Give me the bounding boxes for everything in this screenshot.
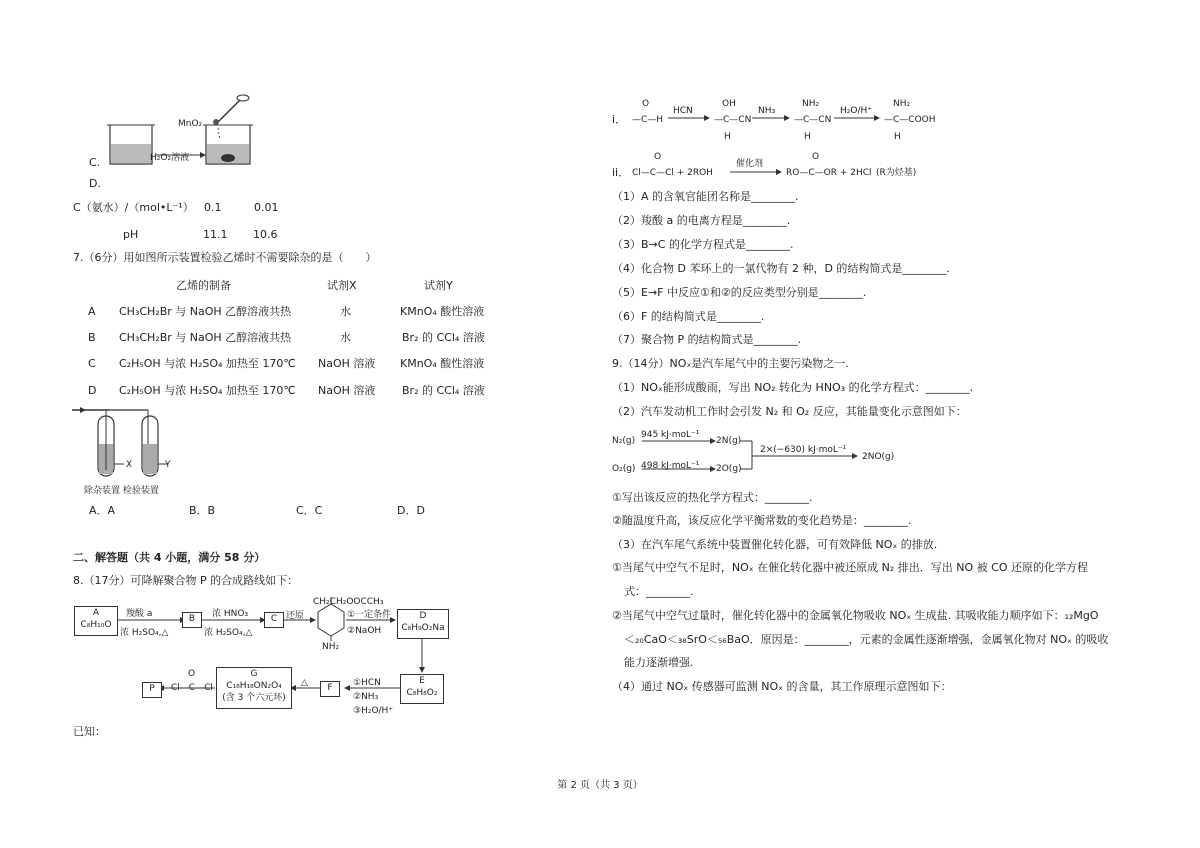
option-c-label: C. xyxy=(89,156,101,169)
table-row-b-prep: CH₃CH₂Br 与 NaOH 乙醇溶液共热 xyxy=(119,331,292,344)
question-9: 9.（14分）NOₓ是汽车尾气中的主要污染物之一. xyxy=(612,357,849,370)
section-2-heading: 二、解答题（共 4 小题，满分 58 分） xyxy=(73,551,266,564)
q7-option-c[interactable]: C．C xyxy=(296,504,323,517)
reagent-b-line-2: 浓 H₂SO₄,△ xyxy=(204,628,253,638)
compound-f-label: F xyxy=(327,683,333,693)
table-row-a-prep: CH₃CH₂Br 与 NaOH 乙醇溶液共热 xyxy=(119,305,292,318)
known-ii-catalyst: 催化剂 xyxy=(736,159,764,169)
f-condition-3: ③H₂O/H⁺ xyxy=(353,706,394,716)
compound-g-formula: C₁₈H₁₈ON₂O₄ xyxy=(226,681,282,691)
compound-c-label: C xyxy=(270,614,278,624)
phosgene-oxygen: O xyxy=(188,669,196,679)
reagent-a-line-2: 浓 H₂SO₄,△ xyxy=(120,628,169,638)
energy-2o: 2O(g) xyxy=(716,464,742,474)
known-ii-oxygen-right: O xyxy=(812,152,820,162)
condition-1: ①一定条件 xyxy=(347,610,392,620)
q9-part-3a-line-1: ①当尾气中空气不足时，NOₓ 在催化转化器中被还原成 N₂ 排出．写出 NO 被 CO 还原的化学方程 xyxy=(612,561,1088,574)
known-ii-label: ii． xyxy=(612,166,630,179)
compound-a-formula: C₈H₁₀O xyxy=(80,620,112,630)
known-i-nh2-b: NH₂ xyxy=(893,99,911,109)
known-i-nh3: NH₃ xyxy=(758,106,776,116)
known-i-h-3: H xyxy=(894,132,901,142)
compound-g-label: G xyxy=(250,669,258,679)
ph-row-label: pH xyxy=(123,228,139,241)
compound-d-formula: C₈H₉O₂Na xyxy=(401,623,445,633)
q7-option-d[interactable]: D．D xyxy=(397,504,425,517)
q8-item-3: （3）B→C 的化学方程式是________. xyxy=(612,238,794,251)
table-row-a-label: A xyxy=(88,305,96,318)
polymer-p-label: P xyxy=(149,684,155,694)
table-row-b-label: B xyxy=(88,331,96,344)
ammonia-value-1: 0.1 xyxy=(204,201,222,214)
table-row-d-label: D xyxy=(88,384,97,397)
reduce-label: 还原 xyxy=(286,611,305,621)
q9-part-3b-line-2: ＜₂₀CaO＜₃₈SrO＜₅₆BaO．原因是：________，元素的金属性逐渐增强，金属氧化物对 NOₓ 的吸收 xyxy=(624,633,1109,646)
q8-item-7: （7）聚合物 P 的结构简式是________. xyxy=(612,333,802,346)
energy-o2-value: 498 kJ·moL⁻¹ xyxy=(641,461,700,471)
q9-part-1: （1）NOₓ能形成酸雨，写出 NO₂ 转化为 HNO₃ 的化学方程式：________. xyxy=(612,381,974,394)
reagent-b-line-1: 浓 HNO₃ xyxy=(212,609,249,619)
polymer-p-box xyxy=(142,682,162,698)
compound-d-label: D xyxy=(419,611,427,621)
q8-item-1: （1）A 的含氧官能团名称是________. xyxy=(612,190,799,203)
known-i-hydrolysis: H₂O/H⁺ xyxy=(840,106,873,116)
table-row-c-label: C xyxy=(88,357,96,370)
ammonia-value-2: 0.01 xyxy=(254,201,279,214)
q8-item-5: （5）E→F 中反应①和②的反应类型分别是________. xyxy=(612,286,867,299)
table-row-c-y: KMnO₄ 酸性溶液 xyxy=(400,357,485,370)
phosgene-reagent: Cl—C—Cl xyxy=(171,683,213,693)
q8-item-4: （4）化合物 D 苯环上的一氯代物有 2 种，D 的结构简式是________. xyxy=(612,262,950,275)
compound-e-box xyxy=(400,674,444,704)
known-i-amino-acid: —C—COOH xyxy=(884,115,936,125)
ph-value-2: 10.6 xyxy=(253,228,278,241)
table-row-c-x: NaOH 溶液 xyxy=(318,357,376,370)
ammonia-row-label: C（氨水）/（mol•L⁻¹） xyxy=(73,201,194,214)
h2o2-label: H₂O₂溶液 xyxy=(150,153,190,163)
compound-g-note: (含 3 个六元环) xyxy=(222,693,286,703)
table-header-x: 试剂X xyxy=(327,279,357,292)
q9-part-4: （4）通过 NOₓ 传感器可监测 NOₓ 的含量，其工作原理示意图如下： xyxy=(612,680,952,693)
known-i-hcn: HCN xyxy=(673,106,693,116)
energy-n2-value: 945 kJ·moL⁻¹ xyxy=(641,430,700,440)
q7-option-b[interactable]: B．B xyxy=(189,504,216,517)
q9-part-2: （2）汽车发动机工作时会引发 N₂ 和 O₂ 反应，其能量变化示意图如下： xyxy=(612,405,967,418)
compound-e-formula: C₈H₈O₂ xyxy=(406,688,438,698)
table-header-prep: 乙烯的制备 xyxy=(176,279,231,292)
table-row-d-y: Br₂ 的 CCl₄ 溶液 xyxy=(402,384,485,397)
known-i-oh: OH xyxy=(722,99,736,109)
page-footer: 第 2 页（共 3 页） xyxy=(557,780,643,791)
known-i-label: i． xyxy=(612,113,627,126)
known-ii-note: (R为烃基) xyxy=(876,168,917,178)
reagent-a-line-1: 羧酸 a xyxy=(126,609,153,619)
mno2-label: MnO₂ xyxy=(178,119,203,129)
table-row-d-prep: C₂H₅OH 与浓 H₂SO₄ 加热至 170℃ xyxy=(119,384,296,397)
substituent-nh2: NH₂ xyxy=(322,642,340,652)
energy-product: 2NO(g) xyxy=(862,452,895,462)
compound-a-box xyxy=(74,606,118,636)
q9-part-3: （3）在汽车尾气系统中装置催化转化器，可有效降低 NOₓ 的排放. xyxy=(612,538,938,551)
ph-value-1: 11.1 xyxy=(203,228,228,241)
energy-n2: N₂(g) xyxy=(612,436,636,446)
table-row-c-prep: C₂H₅OH 与浓 H₂SO₄ 加热至 170℃ xyxy=(119,357,296,370)
known-ii-oxygen-left: O xyxy=(654,152,662,162)
energy-o2: O₂(g) xyxy=(612,464,636,474)
q9-part-3b-line-1: ②当尾气中空气过量时，催化转化器中的金属氧化物吸收 NOₓ 生成盐. 其吸收能力顺序如下：₁₂MgO xyxy=(612,609,1099,622)
energy-2n: 2N(g) xyxy=(716,436,742,446)
known-i-aldehyde: —C—H xyxy=(632,115,664,125)
known-ii-arrow xyxy=(728,166,784,178)
compound-a-label: A xyxy=(92,608,100,618)
question-7: 7.（6分）用如图所示装置检验乙烯时不需要除杂的是（ ） xyxy=(73,251,377,264)
compound-e-label: E xyxy=(419,676,425,686)
q9-part-3b-line-3: 能力逐渐增强. xyxy=(624,656,694,669)
known-i-nh2-a: NH₂ xyxy=(802,99,820,109)
compound-b-label: B xyxy=(188,614,196,624)
heat-symbol: △ xyxy=(301,678,308,688)
table-row-a-x: 水 xyxy=(340,305,351,318)
known-ii-reactants: Cl—C—Cl + 2ROH xyxy=(632,168,713,178)
known-ii-products: RO—C—OR + 2HCl xyxy=(786,168,872,178)
known-i-aminonitrile: —C—CN xyxy=(794,115,832,125)
known-i-h-2: H xyxy=(804,132,811,142)
table-row-b-y: Br₂ 的 CCl₄ 溶液 xyxy=(402,331,485,344)
condition-2: ②NaOH xyxy=(347,626,382,636)
table-header-y: 试剂Y xyxy=(424,279,453,292)
q8-item-2: （2）羧酸 a 的电离方程是________. xyxy=(612,214,791,227)
substituent-top: CH₂CH₂OOCCH₃ xyxy=(313,597,384,607)
f-condition-1: ①HCN xyxy=(353,678,381,688)
q9-part-2b: ②随温度升高，该反应化学平衡常数的变化趋势是：________. xyxy=(612,514,912,527)
energy-combine: 2×(−630) kJ·moL⁻¹ xyxy=(760,445,847,455)
table-row-a-y: KMnO₄ 酸性溶液 xyxy=(400,305,485,318)
compound-d-box xyxy=(397,609,449,639)
compound-c-box xyxy=(264,612,284,628)
q9-part-3a-line-2: 式：________. xyxy=(624,585,694,598)
known-i-arrows xyxy=(660,112,910,124)
compound-b-box xyxy=(182,612,202,628)
compound-f-box xyxy=(320,681,340,697)
table-row-d-x: NaOH 溶液 xyxy=(318,384,376,397)
known-i-oxygen: O xyxy=(642,99,650,109)
compound-g-box xyxy=(216,667,292,709)
f-condition-2: ②NH₃ xyxy=(353,692,379,702)
ethylene-test-apparatus xyxy=(70,402,180,484)
question-8: 8.（17分）可降解聚合物 P 的合成路线如下： xyxy=(73,574,299,587)
option-d-label: D. xyxy=(89,177,101,190)
known-i-cyanohydrin: —C—CN xyxy=(714,115,752,125)
table-row-b-x: 水 xyxy=(340,331,351,344)
q9-part-2a: ①写出该反应的热化学方程式：________. xyxy=(612,491,813,504)
known-i-h-1: H xyxy=(724,132,731,142)
apparatus-y-label: Y xyxy=(165,460,171,470)
apparatus-caption: 除杂装置 检验装置 xyxy=(84,486,159,496)
known-label: 已知： xyxy=(73,725,106,738)
q8-item-6: （6）F 的结构简式是________. xyxy=(612,310,765,323)
q7-option-a[interactable]: A．A xyxy=(89,504,116,517)
apparatus-x-label: X xyxy=(126,460,133,470)
